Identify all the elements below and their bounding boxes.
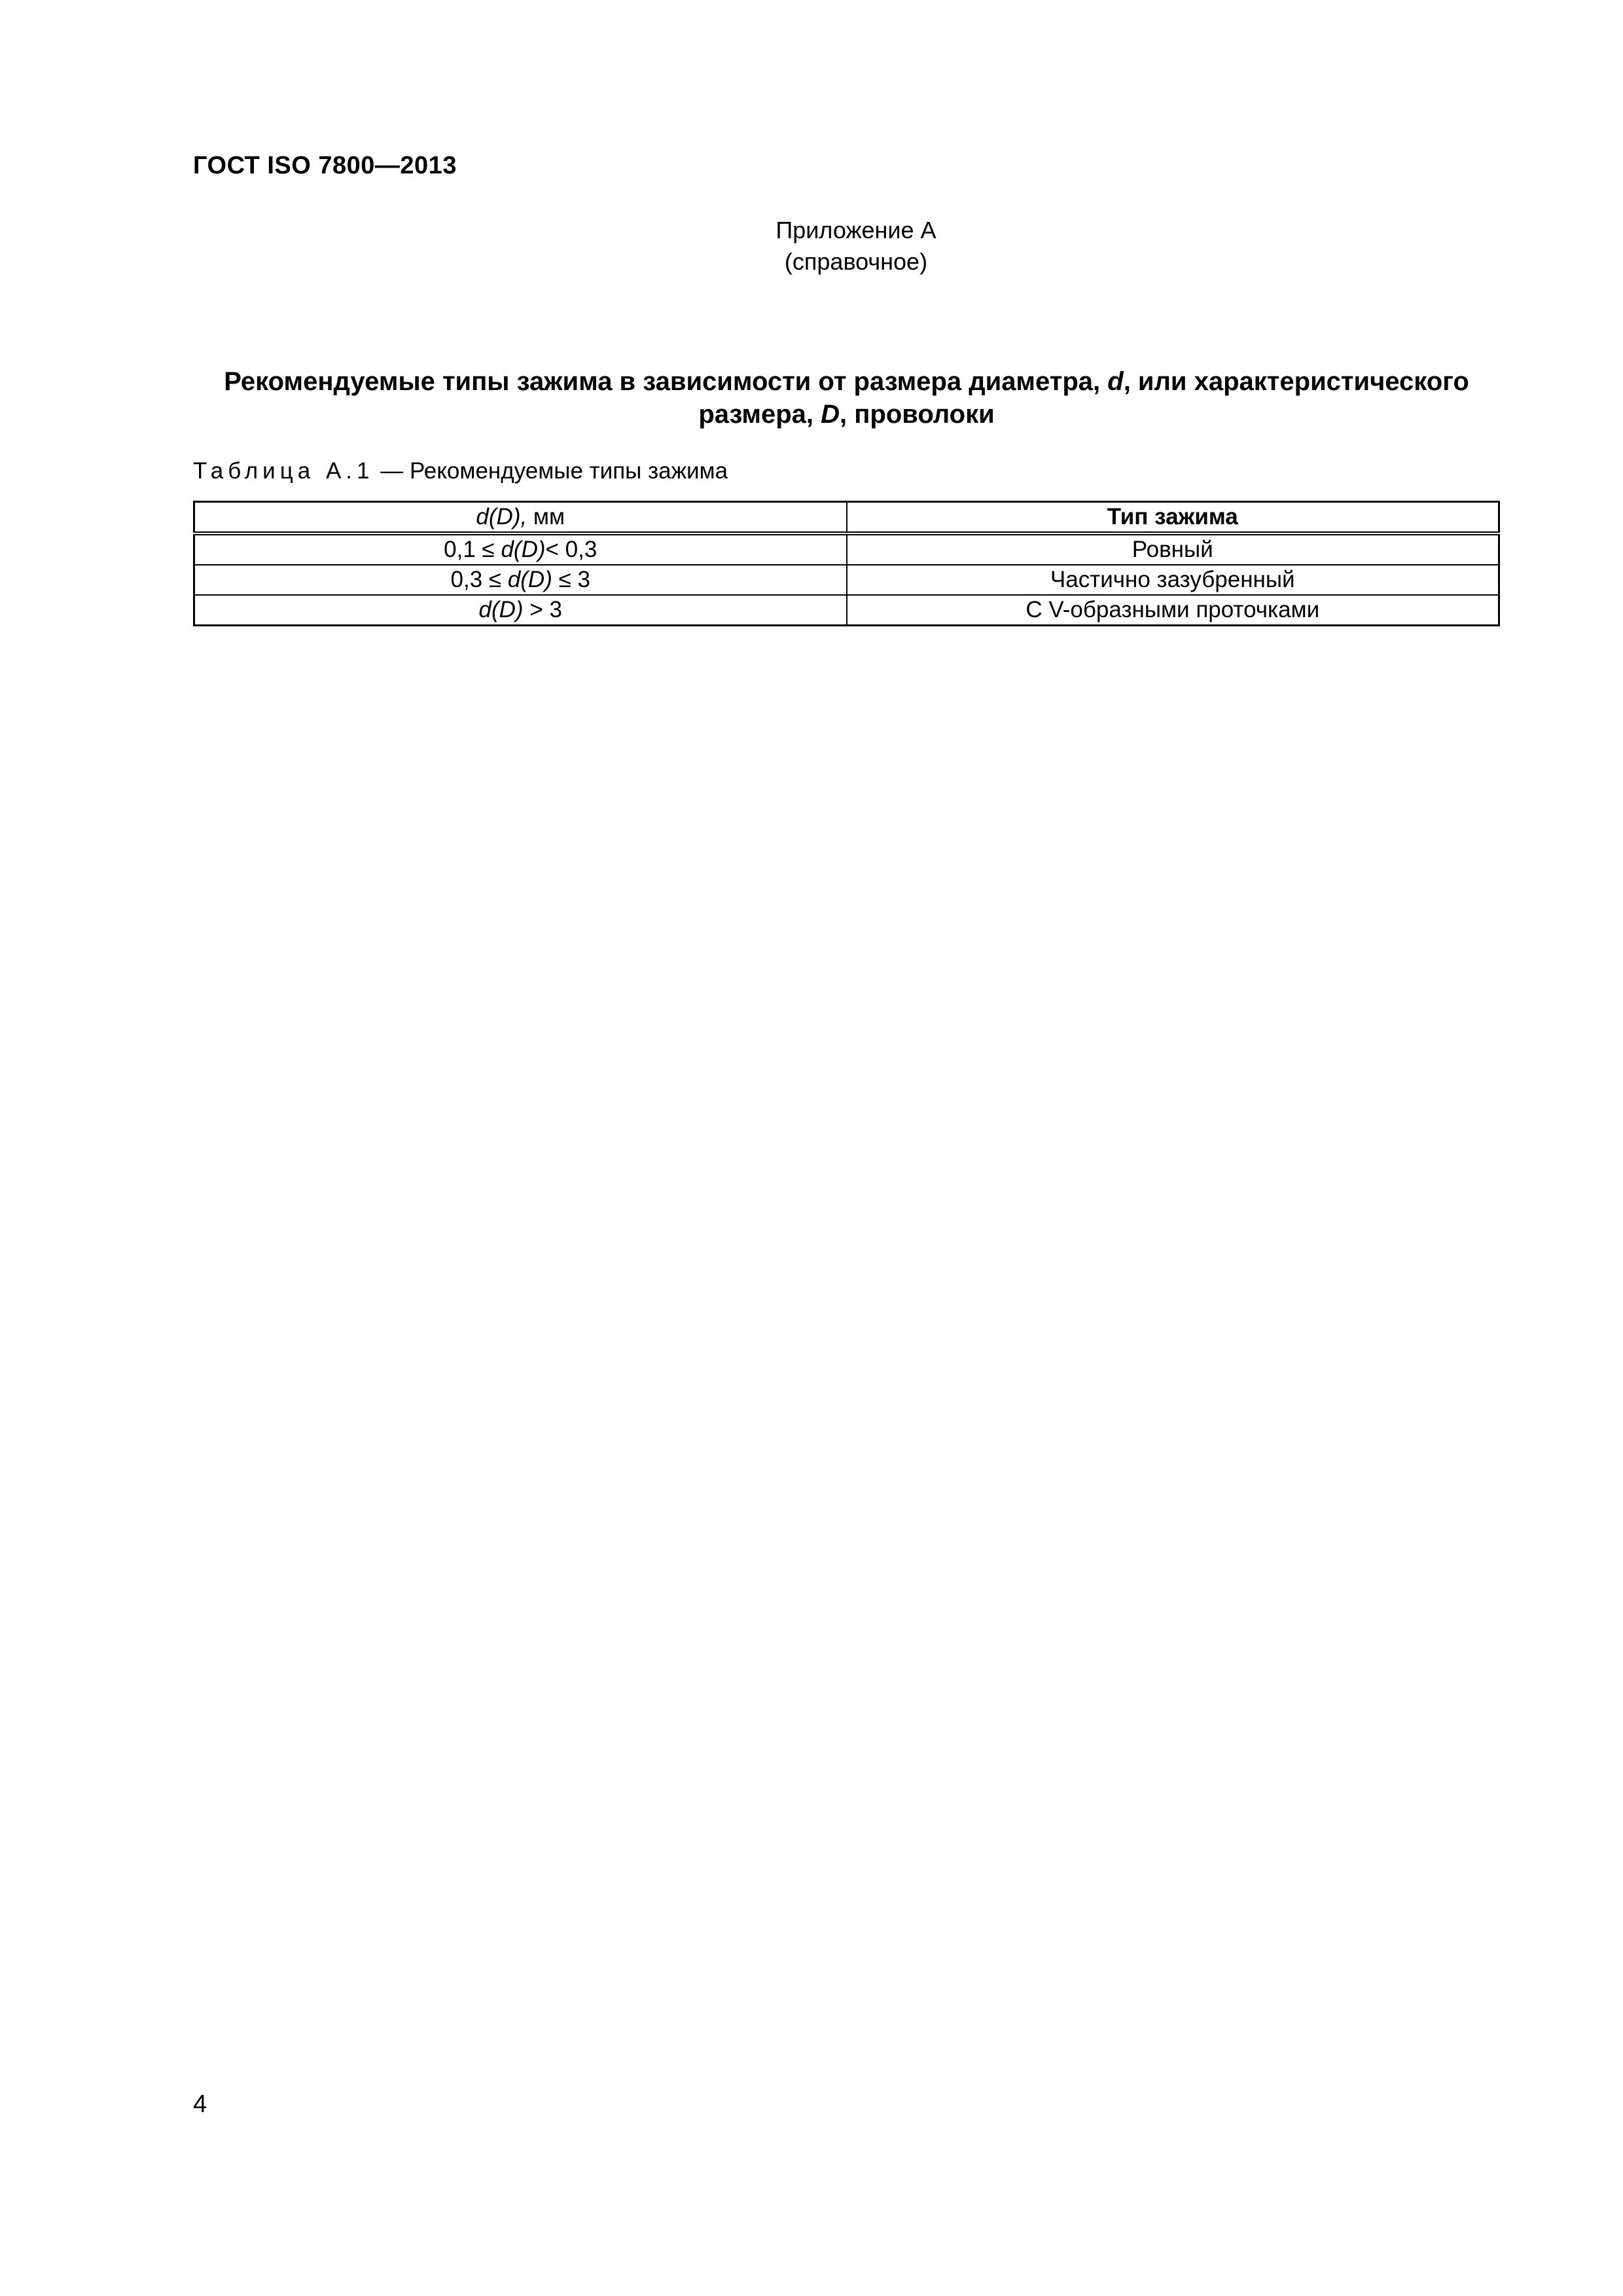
document-standard-header: ГОСТ ISO 7800—2013 [193, 152, 457, 179]
size-cell [194, 595, 847, 626]
size-symbol: d(D) [507, 567, 552, 592]
type-cell: С V-образными проточками [847, 595, 1499, 626]
table-header-row [194, 502, 1499, 534]
type-cell: Ровный [847, 533, 1499, 565]
title-part-3: , проволоки [840, 400, 995, 429]
size-symbol: d(D) [501, 537, 546, 562]
appendix-label: Приложение А [776, 217, 936, 243]
title-symbol-D: D [821, 400, 840, 429]
table-caption [193, 458, 728, 484]
size-prefix: 0,1 ≤ [444, 537, 501, 562]
appendix-title [193, 365, 1500, 431]
table-caption-text: — Рекомендуемые типы зажима [374, 458, 728, 484]
table-row [194, 565, 1499, 595]
size-symbol: d(D) [478, 597, 524, 622]
table-caption-label: Таблица А.1 [193, 458, 374, 484]
header-size-symbol: d(D), [476, 504, 527, 529]
size-suffix: < 0,3 [545, 537, 597, 562]
header-size-cell [194, 502, 847, 534]
grip-types-table [193, 501, 1500, 626]
header-type-cell: Тип зажима [847, 502, 1499, 534]
title-part-1: Рекомендуемые типы зажима в зависимости от размера диаметра, [224, 367, 1108, 396]
title-symbol-d: d [1107, 367, 1124, 396]
type-cell: Частично зазубренный [847, 565, 1499, 595]
size-cell [194, 533, 847, 565]
header-size-unit: мм [527, 504, 565, 529]
appendix-status: (справочное) [784, 248, 928, 275]
table-row [194, 595, 1499, 626]
page-number: 4 [193, 2090, 207, 2118]
size-prefix: 0,3 ≤ [450, 567, 508, 592]
size-suffix: ≤ 3 [552, 567, 590, 592]
size-suffix: > 3 [523, 597, 562, 622]
title-part-2: , или характеристического размера, [698, 367, 1469, 429]
size-cell [194, 565, 847, 595]
table-row [194, 533, 1499, 565]
appendix-heading [0, 215, 1623, 278]
